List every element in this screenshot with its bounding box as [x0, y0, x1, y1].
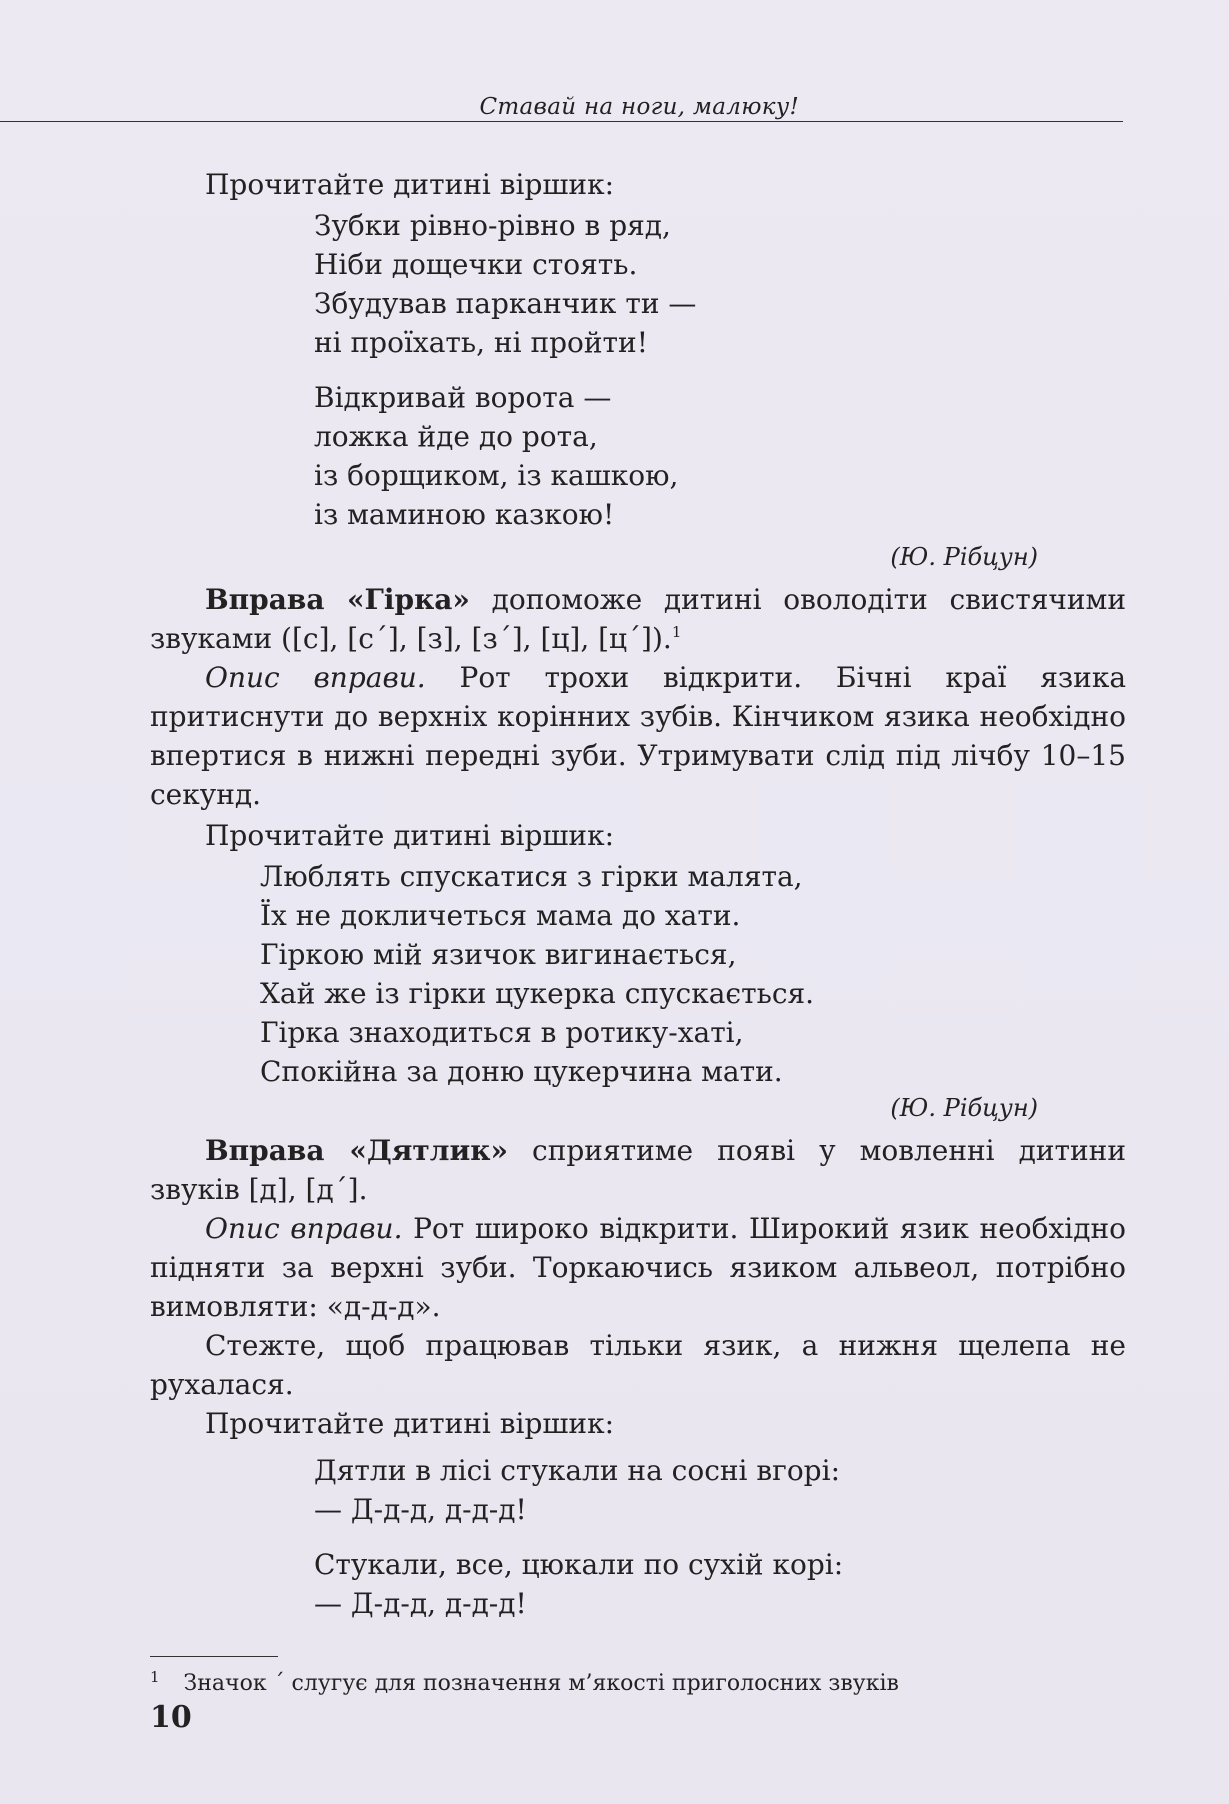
poem3-intro: Прочитайте дитині віршик: — [205, 1407, 615, 1440]
header-rule — [0, 121, 1123, 122]
poem-line: Зубки рівно-рівно в ряд, — [314, 209, 671, 242]
exercise1-desc-label: Опис вправи. — [205, 661, 426, 694]
footnote-ref: 1 — [671, 623, 682, 641]
page-number: 10 — [150, 1700, 192, 1735]
footnote-text: Значок ´ слугує для позначення м’якості приголосних звуків — [183, 1671, 899, 1696]
exercise1-paragraph — [150, 580, 1126, 658]
poem-line: Їх не докличеться мама до хати. — [260, 899, 741, 932]
stanza-gap — [314, 362, 1126, 378]
poem2 — [260, 857, 1126, 1091]
poem3 — [314, 1451, 1126, 1623]
stanza-gap — [314, 1529, 1126, 1545]
running-header: Ставай на ноги, малюку! — [479, 94, 799, 120]
poem-line: — Д-д-д, д-д-д! — [314, 1587, 527, 1620]
poem-line: Гіркою мій язичок вигинається, — [260, 938, 737, 971]
poem-line: Люблять спускатися з гірки малята, — [260, 860, 803, 893]
poem-line: Гірка знаходиться в ротику-хаті, — [260, 1016, 744, 1049]
exercise2-text: сприятиме появі у мовленні дитини звуків [д], [д´]. — [150, 1134, 1127, 1206]
exercise1-desc-text: Рот трохи відкрити. Бічні краї язика притиснути до верхніх корінних зубів. Кінчиком язика необхідно впертися в нижні передні зуби. Утримувати слід під лічбу 10–15 секунд. — [150, 661, 1127, 811]
poem-line: — Д-д-д, д-д-д! — [314, 1493, 527, 1526]
poem2-intro: Прочитайте дитині віршик: — [205, 819, 615, 852]
poem1-author: (Ю. Рібцун) — [890, 543, 1038, 571]
exercise1-description — [150, 658, 1126, 814]
poem-line: із маминою казкою! — [314, 498, 615, 531]
poem-line: Спокійна за доню цукерчина мати. — [260, 1055, 783, 1088]
footnote-mark: 1 — [150, 1668, 160, 1686]
exercise2-paragraph — [150, 1131, 1126, 1209]
poem-line: ні проїхать, ні пройти! — [314, 326, 648, 359]
poem-line: ложка йде до рота, — [314, 420, 598, 453]
page-content — [150, 165, 1126, 1623]
poem1-intro: Прочитайте дитині віршик: — [205, 168, 615, 201]
poem-line: Дятли в лісі стукали на сосні вгорі: — [314, 1454, 840, 1487]
poem1 — [314, 206, 1126, 534]
footnote — [150, 1662, 899, 1699]
exercise1-label: Вправа «Гірка» — [205, 583, 470, 616]
footnote-rule — [150, 1656, 278, 1657]
exercise2-description — [150, 1209, 1126, 1326]
exercise2-desc-text: Рот широко відкрити. Широкий язик необхідно підняти за верхні зуби. Торкаючись язиком альвеол, потрібно вимовляти: «д-д-д». — [150, 1212, 1126, 1323]
poem-line: Ніби дощечки стоять. — [314, 248, 638, 281]
poem-line: Відкривай ворота — — [314, 381, 612, 414]
poem-line: Стукали, все, цюкали по сухій корі: — [314, 1548, 844, 1581]
exercise2-label: Вправа «Дятлик» — [205, 1134, 509, 1167]
poem-line: Хай же із гірки цукерка спускається. — [260, 977, 815, 1010]
poem2-author: (Ю. Рібцун) — [890, 1094, 1038, 1122]
exercise2-desc-label: Опис вправи. — [205, 1212, 403, 1245]
poem-line: із борщиком, із кашкою, — [314, 459, 679, 492]
poem-line: Збудував парканчик ти — — [314, 287, 697, 320]
exercise1-text: допоможе дитині оволодіти свистячими звуками ([с], [с´], [з], [з´], [ц], [ц´]). — [150, 583, 1126, 655]
exercise2-note: Стежте, щоб працював тільки язик, а нижня щелепа не рухалася. — [150, 1329, 1126, 1401]
